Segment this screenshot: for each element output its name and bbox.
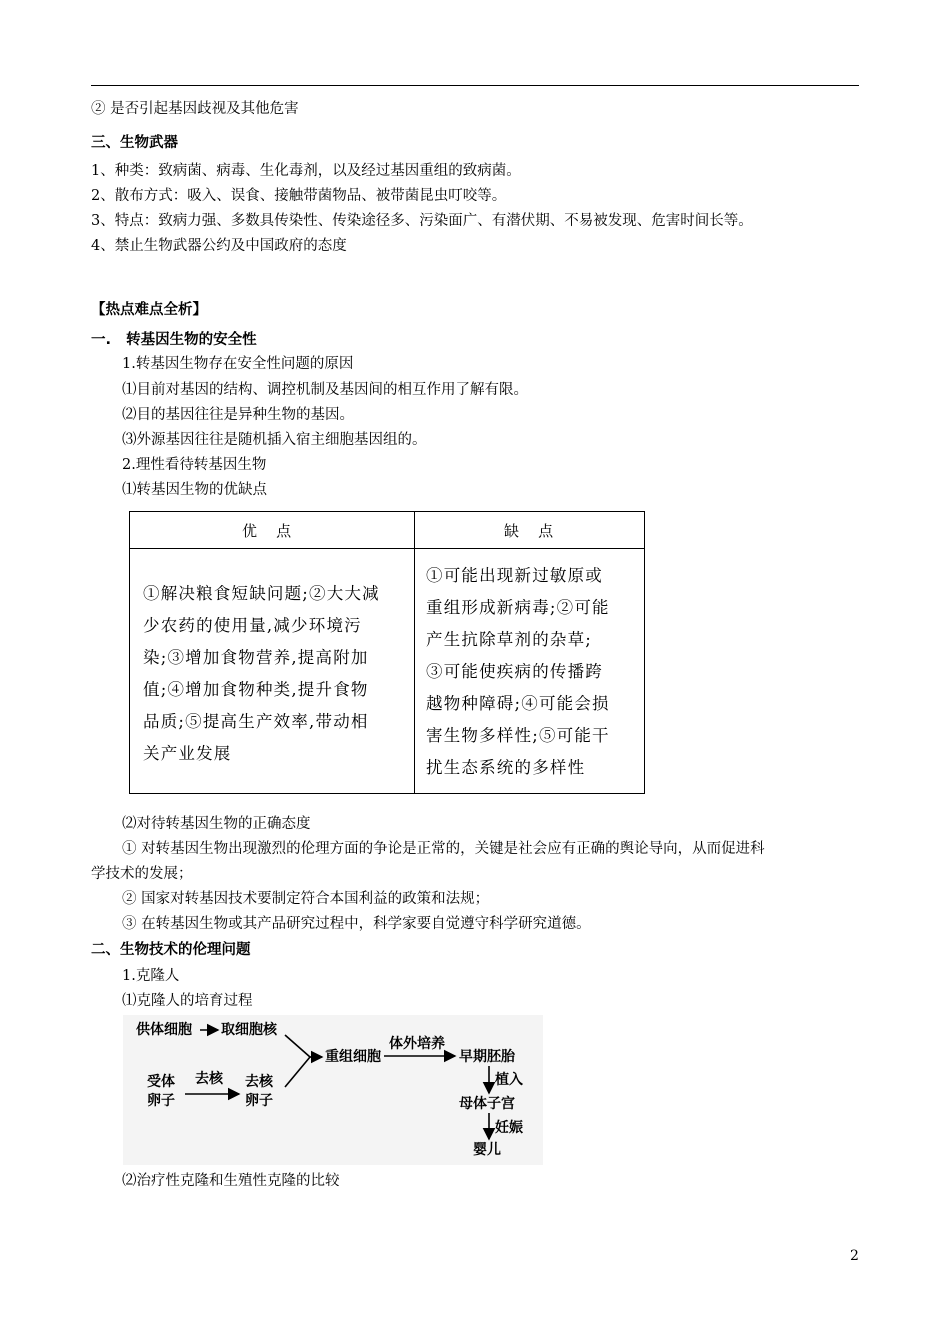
pros-cons-table bbox=[129, 511, 645, 794]
header-rule bbox=[91, 85, 859, 86]
list-item: ⑵目的基因往往是异种生物的基因。 bbox=[122, 407, 354, 423]
paragraph: ⑵治疗性克隆和生殖性克隆的比较 bbox=[122, 1173, 340, 1189]
node-enucleated-egg: 卵子 bbox=[245, 1093, 273, 1109]
node-take-nucleus: 取细胞核 bbox=[221, 1022, 277, 1038]
pros-line: 品质;⑤提高生产效率,带动相 bbox=[143, 712, 369, 731]
part2-title: 二、生物技术的伦理问题 bbox=[91, 942, 251, 958]
paragraph: ⑴克隆人的培育过程 bbox=[122, 993, 253, 1009]
pros-line: 染;③增加食物营养,提高附加 bbox=[143, 648, 369, 667]
paragraph: ⑴转基因生物的优缺点 bbox=[122, 482, 267, 498]
paragraph: 2.理性看待转基因生物 bbox=[122, 457, 267, 473]
cons-line: 产生抗除草剂的杂草; bbox=[426, 630, 593, 649]
list-item: ⑶外源基因往往是随机插入宿主细胞基因组的。 bbox=[122, 432, 427, 448]
label-enucleate: 去核 bbox=[195, 1071, 223, 1087]
pros-cell bbox=[143, 578, 405, 770]
converge-bottom bbox=[285, 1057, 310, 1087]
top-item: ② 是否引起基因歧视及其他危害 bbox=[91, 101, 299, 117]
cons-line: 越物种障碍;④可能会损 bbox=[426, 694, 610, 713]
analysis-title: 【热点难点全析】 bbox=[91, 302, 207, 318]
paragraph: 1.转基因生物存在安全性问题的原因 bbox=[122, 356, 354, 372]
converge-top bbox=[285, 1035, 310, 1057]
node-donor-cell: 供体细胞 bbox=[136, 1022, 192, 1038]
node-recipient: 卵子 bbox=[147, 1093, 175, 1109]
node-recipient: 受体 bbox=[147, 1074, 175, 1090]
table-header bbox=[130, 512, 644, 549]
cons-line: 重组形成新病毒;②可能 bbox=[426, 598, 610, 617]
section3-item: 4、禁止生物武器公约及中国政府的态度 bbox=[91, 238, 347, 254]
cons-line: 扰生态系统的多样性 bbox=[426, 758, 586, 777]
cons-line: 害生物多样性;⑤可能干 bbox=[426, 726, 610, 745]
node-enucleated-egg: 去核 bbox=[245, 1074, 273, 1090]
pros-line: ①解决粮食短缺问题;②大大减 bbox=[143, 584, 380, 603]
attitude-item: ② 国家对转基因技术要制定符合本国利益的政策和法规； bbox=[122, 891, 490, 907]
list-item: ⑴目前对基因的结构、调控机制及基因间的相互作用了解有限。 bbox=[122, 382, 528, 398]
cloning-flow-diagram bbox=[123, 1015, 543, 1165]
section3-item: 2、散布方式：吸入、误食、接触带菌物品、被带菌昆虫叮咬等。 bbox=[91, 188, 507, 204]
pros-line: 值;④增加食物种类,提升食物 bbox=[143, 680, 369, 699]
section3-item: 1、种类：致病菌、病毒、生化毒剂，以及经过基因重组的致病菌。 bbox=[91, 163, 521, 179]
paragraph: 1.克隆人 bbox=[122, 968, 180, 984]
header-cons: 缺 点 bbox=[504, 522, 554, 540]
cons-line: ①可能出现新过敏原或 bbox=[426, 566, 603, 585]
cons-line: ③可能使疾病的传播跨 bbox=[426, 662, 603, 681]
node-early-embryo: 早期胚胎 bbox=[459, 1049, 515, 1065]
node-uterus: 母体子宫 bbox=[459, 1096, 515, 1112]
label-pregnancy: 妊娠 bbox=[495, 1120, 523, 1136]
header-pros: 优 点 bbox=[242, 522, 292, 540]
cons-cell bbox=[426, 560, 636, 784]
attitude-item: ③ 在转基因生物或其产品研究过程中，科学家要自觉遵守科学研究道德。 bbox=[122, 916, 591, 932]
part1-title: 一. 转基因生物的安全性 bbox=[91, 332, 257, 348]
label-implant: 植入 bbox=[495, 1072, 523, 1088]
attitude-item: ① 对转基因生物出现激烈的伦理方面的争论是正常的，关键是社会应有正确的舆论导向，从而促进科 bbox=[122, 841, 765, 857]
section3-item: 3、特点：致病力强、多数具传染性、传染途径多、污染面广、有潜伏期、不易被发现、危害时间长等。 bbox=[91, 213, 753, 229]
page-number: 2 bbox=[850, 1248, 859, 1264]
attitude-title: ⑵对待转基因生物的正确态度 bbox=[122, 816, 311, 832]
attitude-item-cont: 学技术的发展； bbox=[91, 866, 193, 882]
node-infant: 婴儿 bbox=[473, 1142, 501, 1158]
pros-line: 关产业发展 bbox=[143, 744, 232, 763]
section3-title: 三、生物武器 bbox=[91, 135, 178, 151]
label-in-vitro-culture: 体外培养 bbox=[389, 1036, 445, 1052]
node-recombined-cell: 重组细胞 bbox=[325, 1049, 381, 1065]
table-divider bbox=[414, 512, 415, 793]
pros-line: 少农药的使用量,减少环境污 bbox=[143, 616, 362, 635]
